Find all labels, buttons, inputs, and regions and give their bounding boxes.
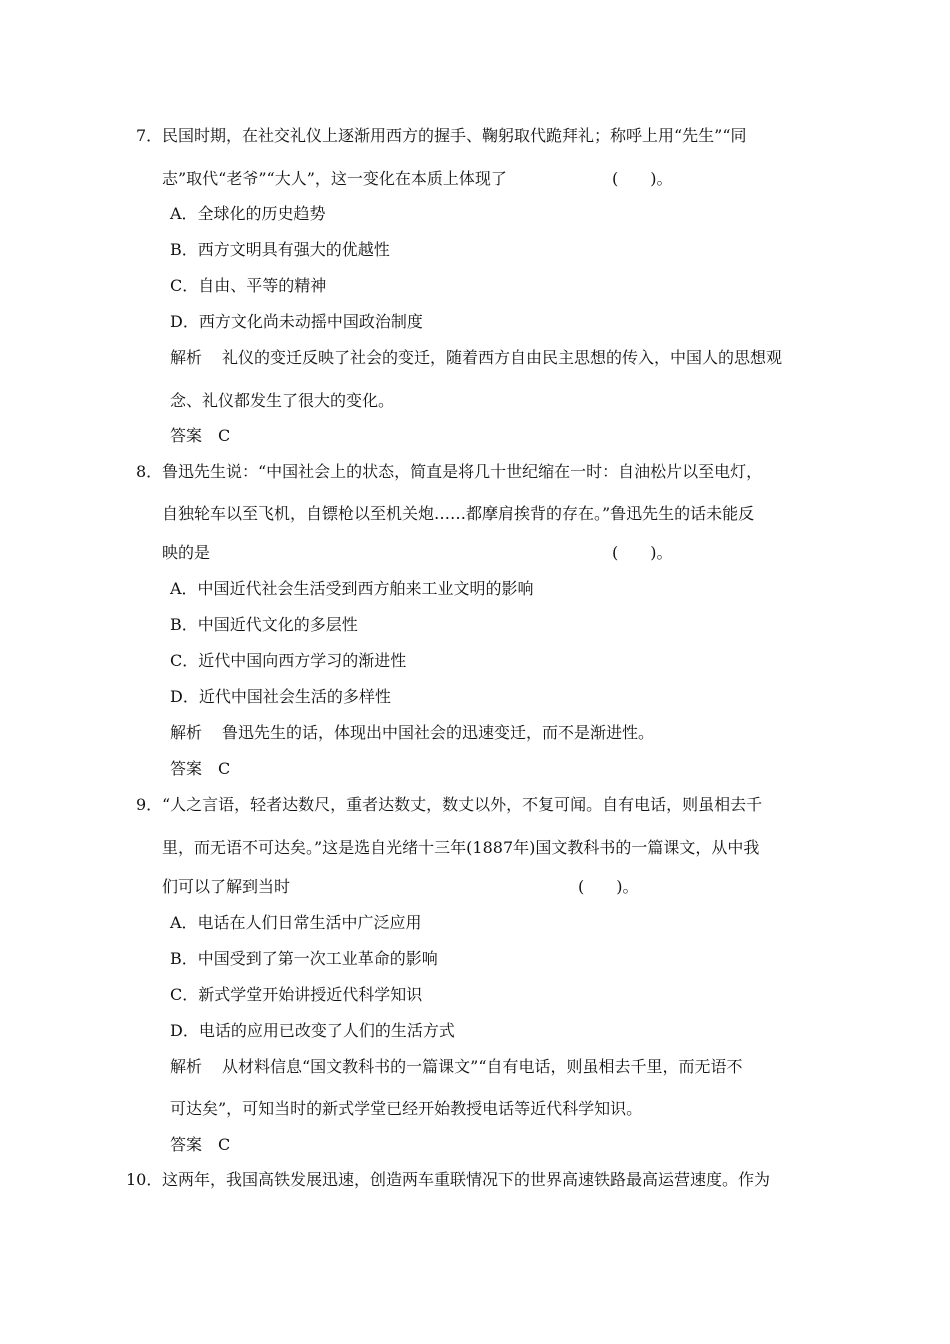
option-b: B．中国受到了第一次工业革命的影响	[170, 949, 438, 968]
question-stem-line: 映的是	[162, 543, 211, 562]
question-stem-line: 志”取代“老爷”“大人”，这一变化在本质上体现了	[162, 169, 507, 188]
option-a: A．全球化的历史趋势	[170, 204, 326, 223]
question-stem-line: 民国时期，在社交礼仪上逐渐用西方的握手、鞠躬取代跪拜礼；称呼上用“先生”“同	[162, 126, 747, 145]
analysis-text: 念、礼仪都发生了很大的变化。	[170, 391, 395, 410]
option-d: D．近代中国社会生活的多样性	[170, 687, 391, 706]
question-stem-line: 自独轮车以至飞机，自镖枪以至机关炮……都摩肩挨背的存在。”鲁迅先生的话未能反	[162, 504, 755, 523]
answer-blank: ( )。	[612, 169, 673, 188]
option-b: B．中国近代文化的多层性	[170, 615, 358, 634]
answer-value: C	[218, 1135, 231, 1154]
question-number: 9．	[136, 795, 163, 814]
analysis-text: 可达矣”，可知当时的新式学堂已经开始教授电话等近代科学知识。	[170, 1099, 643, 1118]
option-a: A．中国近代社会生活受到西方舶来工业文明的影响	[170, 579, 534, 598]
answer-label: 答案	[170, 426, 203, 445]
option-b: B．西方文明具有强大的优越性	[170, 240, 390, 259]
question-number: 10．	[126, 1170, 163, 1189]
answer-label: 答案	[170, 759, 203, 778]
analysis-label: 解析	[170, 348, 203, 367]
question-stem-line: 鲁迅先生说：“中国社会上的状态，简直是将几十世纪缩在一时：自油松片以至电灯，	[162, 462, 763, 481]
option-d: D．电话的应用已改变了人们的生活方式	[170, 1021, 455, 1040]
question-stem-line: “人之言语，轻者达数尺，重者达数丈，数丈以外，不复可闻。自有电话，则虽相去千	[162, 795, 763, 814]
answer-value: C	[218, 759, 231, 778]
question-number: 7．	[136, 126, 163, 145]
question-stem-line: 里，而无语不可达矣。”这是选自光绪十三年(1887年)国文教科书的一篇课文，从中我	[162, 838, 760, 857]
option-c: C．近代中国向西方学习的渐进性	[170, 651, 407, 670]
option-d: D．西方文化尚未动摇中国政治制度	[170, 312, 423, 331]
analysis-label: 解析	[170, 723, 203, 742]
question-stem-line: 这两年，我国高铁发展迅速，创造两车重联情况下的世界高速铁路最高运营速度。作为	[162, 1170, 771, 1189]
answer-value: C	[218, 426, 231, 445]
answer-label: 答案	[170, 1135, 203, 1154]
question-stem-line: 们可以了解到当时	[162, 877, 291, 896]
analysis-text: 鲁迅先生的话，体现出中国社会的迅速变迁，而不是渐进性。	[222, 723, 655, 742]
question-number: 8．	[136, 462, 163, 481]
analysis-label: 解析	[170, 1057, 203, 1076]
option-c: C．自由、平等的精神	[170, 276, 327, 295]
analysis-text: 礼仪的变迁反映了社会的变迁，随着西方自由民主思想的传入，中国人的思想观	[222, 348, 783, 367]
option-a: A．电话在人们日常生活中广泛应用	[170, 913, 422, 932]
option-c: C．新式学堂开始讲授近代科学知识	[170, 985, 423, 1004]
answer-blank: ( )。	[612, 543, 673, 562]
analysis-text: 从材料信息“国文教科书的一篇课文”“自有电话，则虽相去千里，而无语不	[222, 1057, 743, 1076]
answer-blank: ( )。	[578, 877, 639, 896]
